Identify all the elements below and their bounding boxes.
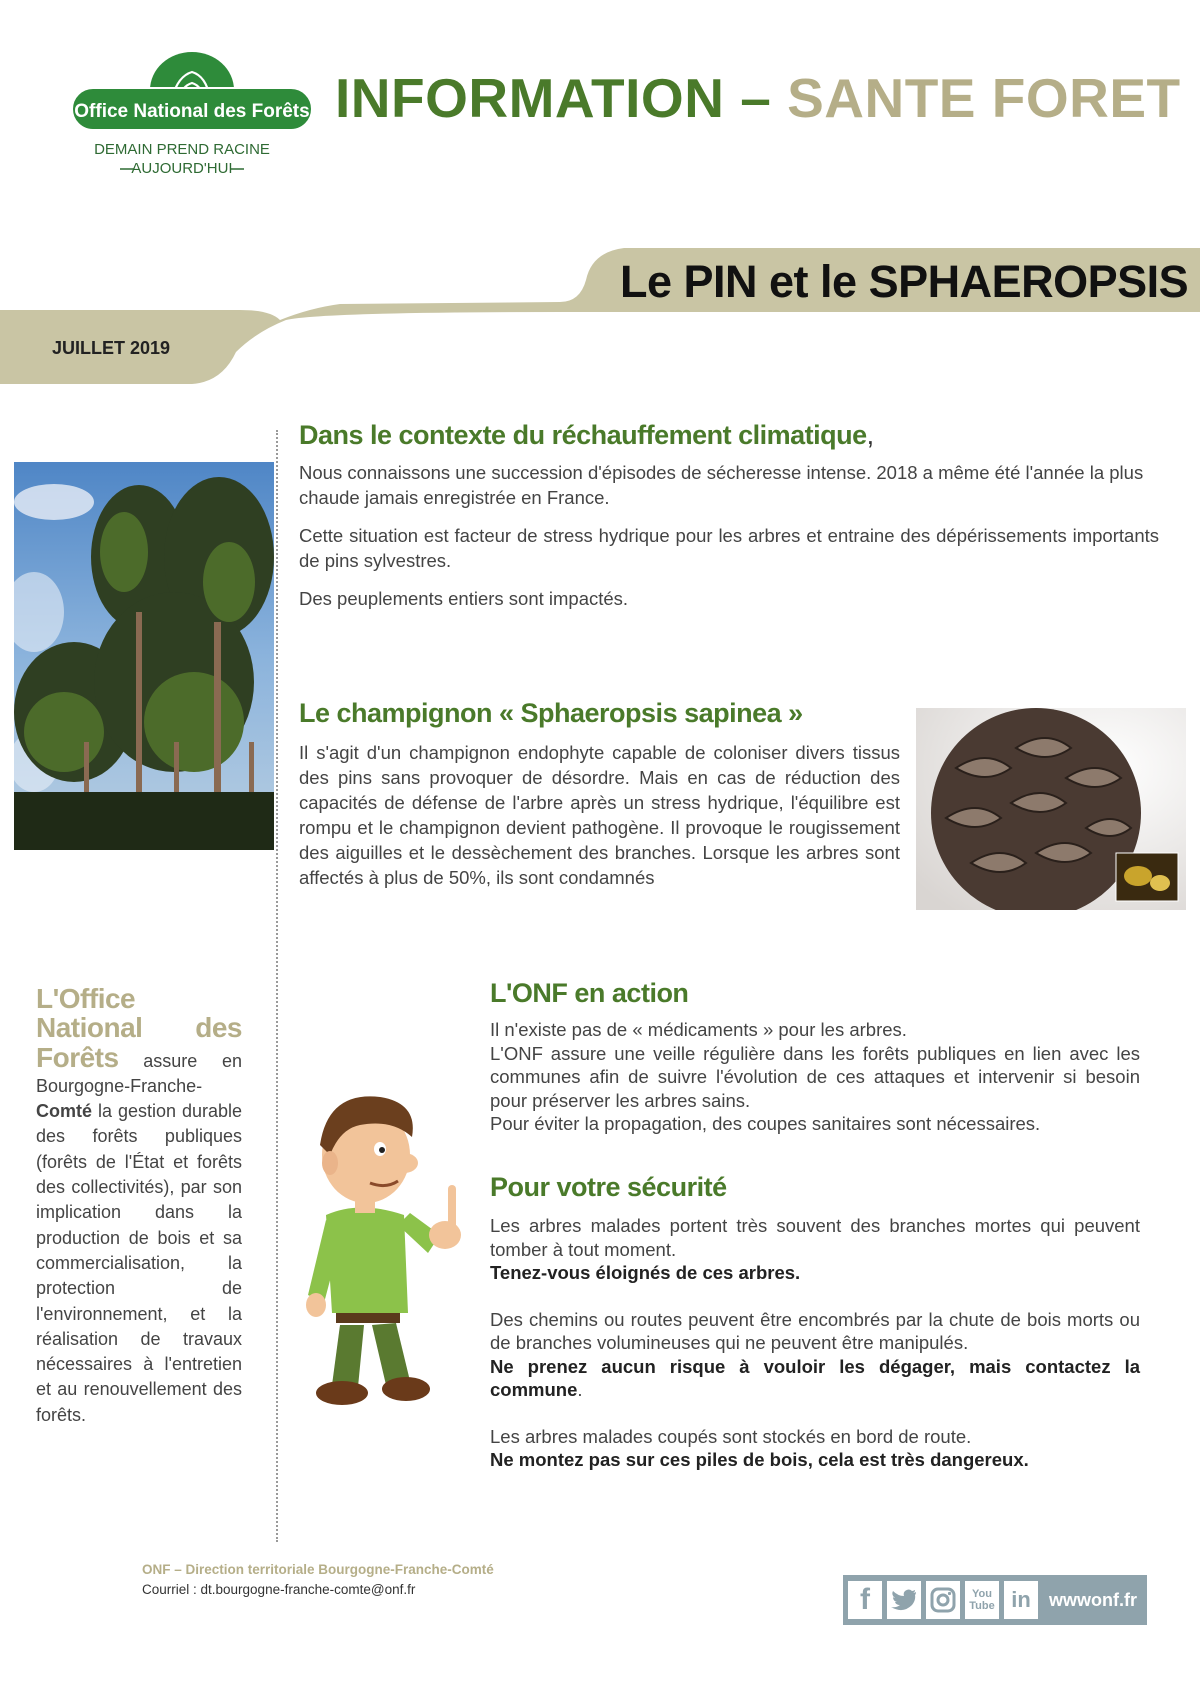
twitter-icon[interactable] [887, 1581, 921, 1619]
safety-warning-3: Ne montez pas sur ces piles de bois, cela est très dangereux. [490, 1449, 1029, 1470]
footer-organization: ONF – Direction territoriale Bourgogne-Franche-Comté [142, 1562, 494, 1577]
sidebar-text-bold: Comté [36, 1101, 93, 1122]
subject-title: Le PIN et le SPHAEROPSIS [620, 256, 1189, 307]
footer-email-link[interactable]: dt.bourgogne-franche-comte@onf.fr [200, 1582, 416, 1597]
climate-paragraph-1: Nous connaissons une succession d'épisodes de sécheresse intense. 2018 a même été l'année la plus chaude jamais enregistrée en France. [299, 462, 1144, 508]
sidebar-text-2: la gestion durable des forêts publiques (forêts de l'État et forêts des collectivités), par son implication dans la production de bois et sa commercialisation, la protection de l'environnement, et la réalisation de travaux nécessaires à l'entretien et au renouvellement des forêts. [36, 1101, 242, 1425]
section-onf-action-title: L'ONF en action [490, 978, 689, 1008]
footer-email-line: Courriel : dt.bourgogne-franche-comte@onf.fr [142, 1582, 416, 1597]
logo-tagline-2: AUJOURD'HUI [131, 160, 233, 177]
logo-tagline-1: DEMAIN PREND RACINE [94, 141, 270, 158]
safety-warning-2-wrap: Ne prenez aucun risque à vouloir les dégager, mais contactez la commune. [490, 1355, 1140, 1400]
section-safety-body [490, 1214, 1140, 1472]
section-climate-body [299, 460, 1159, 624]
title-part-information: INFORMATION – [335, 67, 788, 129]
social-media-bar [843, 1575, 1147, 1625]
safety-paragraph-2: Des chemins ou routes peuvent être encombrés par la chute de bois morts ou de branches volumineuses qui ne peuvent être manipulés. [490, 1308, 1140, 1353]
facebook-icon[interactable]: f [848, 1581, 882, 1619]
safety-paragraph-1: Les arbres malades portent très souvent des branches mortes qui peuvent tomber à tout moment. [490, 1215, 1140, 1260]
instagram-icon[interactable] [926, 1581, 960, 1619]
section-fungus-body: Il s'agit d'un champignon endophyte capable de coloniser divers tissus des pins sans provoquer de désordre. Mais en cas de réduction des capacités de défense de l'arbre après un stress hydrique, l'équilibre est rompu et le champignon devient pathogène. Il provoque le rougissement des aiguilles et le dessèchement des branches. Lorsque les arbres sont affectés à plus de 50%, ils sont condamnés [299, 742, 900, 888]
onf-action-line-2: L'ONF assure une veille régulière dans les forêts publiques en lien avec les communes afin de suivre l'évolution de ces attaques et intervenir si besoin pour préserver les arbres sains. [490, 1042, 1140, 1111]
safety-warning-2: Ne prenez aucun risque à vouloir les dégager, mais contactez la commune [490, 1355, 1140, 1400]
safety-paragraph-3: Les arbres malades coupés sont stockés en bord de route. [490, 1425, 972, 1447]
pine-cone-photo [916, 708, 1186, 910]
document-title [335, 66, 1181, 130]
onf-action-line-3: Pour éviter la propagation, des coupes sanitaires sont nécessaires. [490, 1113, 1041, 1134]
climate-paragraph-2: Cette situation est facteur de stress hydrique pour les arbres et entraine des dépérissements importants de pins sylvestres. [299, 525, 1159, 571]
publication-date: JUILLET 2019 [52, 338, 171, 358]
section-climate-title: Dans le contexte du réchauffement climatique, [299, 420, 874, 450]
title-part-sante-foret: SANTE FORET [787, 67, 1181, 129]
section-onf-action-body [490, 1018, 1140, 1136]
onf-mission-sidebar [36, 983, 242, 1428]
forester-mascot-illustration [300, 1085, 478, 1415]
onf-logo [70, 50, 315, 190]
linkedin-icon[interactable]: in [1004, 1581, 1038, 1619]
sidebar-highlight: L'Office National des Forêts [36, 983, 242, 1073]
logo-name: Office National des Forêts [74, 101, 310, 122]
youtube-icon[interactable]: You Tube [965, 1581, 999, 1619]
pine-forest-photo [14, 462, 274, 850]
safety-warning-1: Tenez-vous éloignés de ces arbres. [490, 1262, 801, 1283]
section-safety-title: Pour votre sécurité [490, 1172, 727, 1202]
website-link[interactable]: wwwonf.fr [1049, 1589, 1137, 1610]
onf-action-line-1: Il n'existe pas de « médicaments » pour les arbres. [490, 1019, 907, 1040]
climate-paragraph-3: Des peuplements entiers sont impactés. [299, 588, 629, 609]
section-fungus-title: Le champignon « Sphaeropsis sapinea » [299, 698, 803, 728]
sidebar-text-1: assure en Bourgogne-Franche- [36, 1050, 242, 1096]
column-divider [276, 430, 278, 1542]
